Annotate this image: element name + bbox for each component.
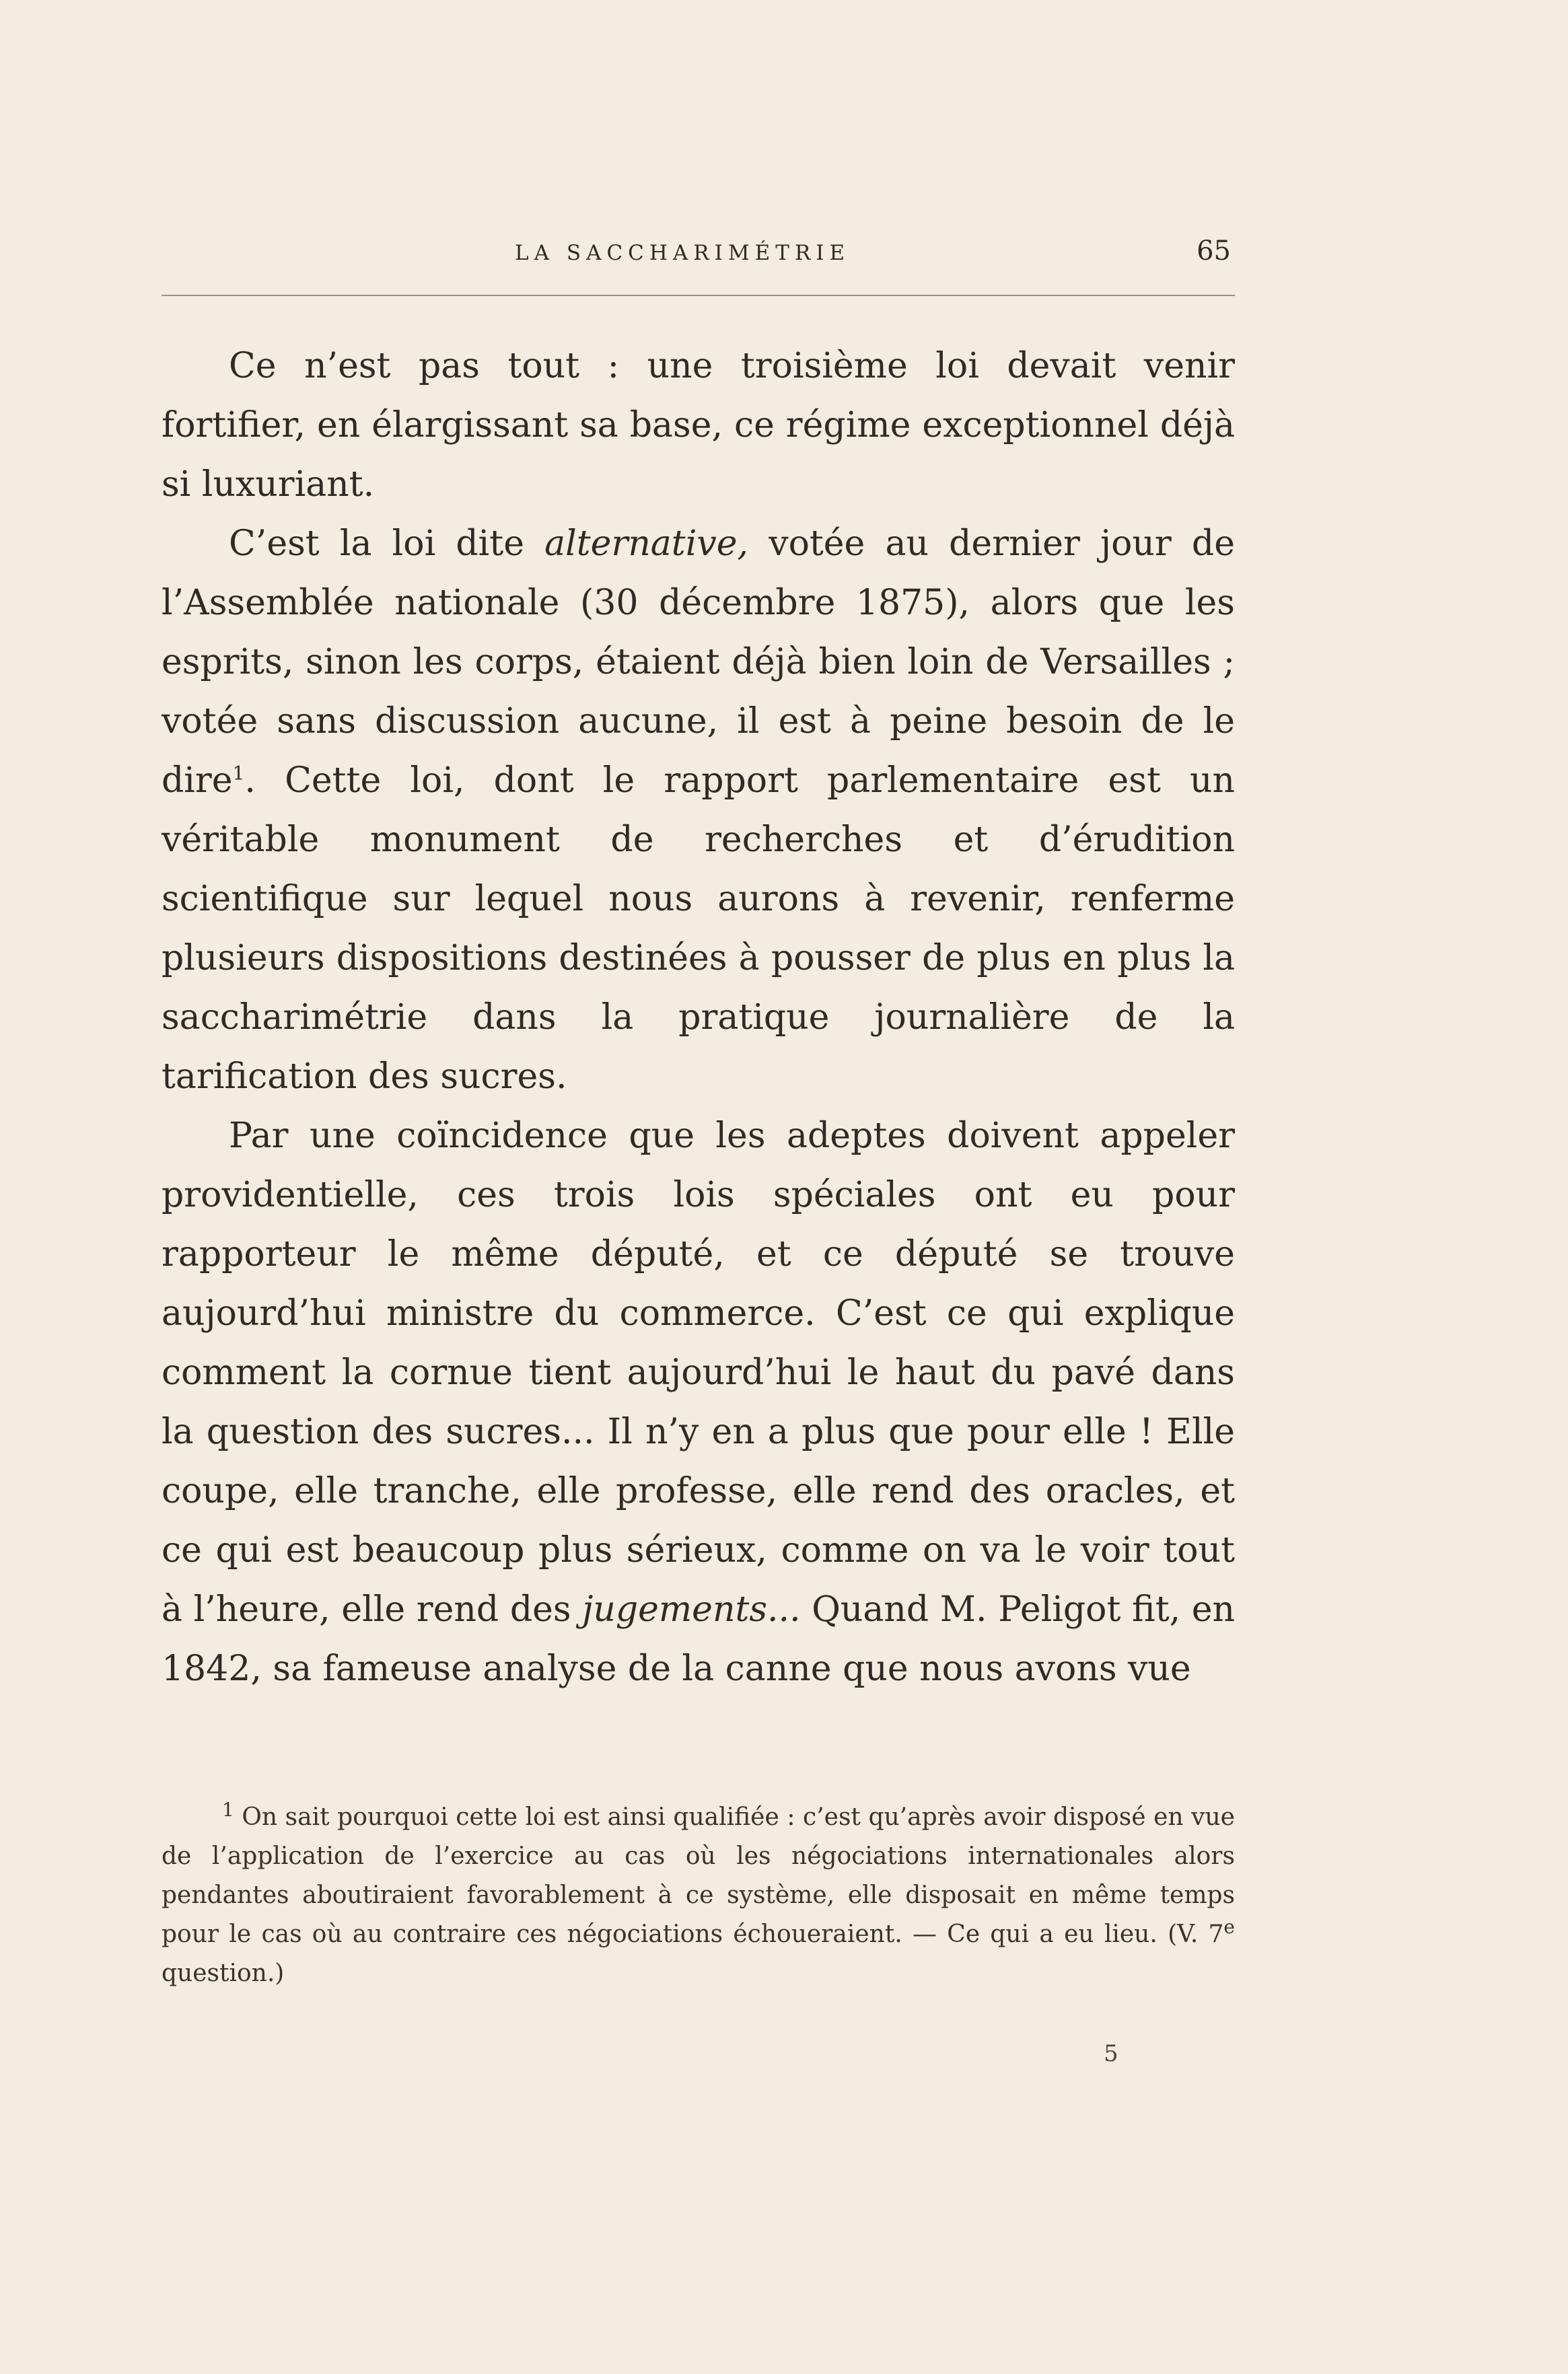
footnote-reference: 1	[232, 762, 245, 785]
page	[162, 236, 1235, 1993]
header-rule	[162, 295, 1235, 296]
footnote	[162, 1798, 1235, 1993]
running-header	[162, 236, 1235, 269]
italic-jugements: jugements...	[582, 1589, 801, 1630]
footnote-text: $^1$ On sait pourquoi cette loi est ainsi qualifiée : c’est qu’après avoir disposé en vue de l’application de l’exercice au cas où les négociations internationales alors pendantes aboutiraient favorablement à ce système, elle disposait en même temps pour le cas où au contraire ces négociations échoueraient. — Ce qui a eu lieu. (V. 7e question.)	[162, 1799, 1235, 1987]
main-text	[162, 336, 1235, 1698]
page-number: 65	[1197, 236, 1231, 266]
signature-mark: 5	[1104, 2040, 1118, 2067]
paragraph-3: Par une coïncidence que les adeptes doivent appeler providentielle, ces trois lois spéciales ont eu pour rapporteur le même député, et ce député se trouve aujourd’hui ministre du commerce. C’est ce qui explique comment la cornue tient aujourd’hui le haut du pavé dans la question des sucres... Il n’y en a plus que pour elle ! Elle coupe, elle tranche, elle professe, elle rend des oracles, et ce qui est beaucoup plus sérieux, comme on va le voir tout à l’heure, elle rend des jugements... Quand M. Peligot fit, en 1842, sa fameuse analyse de la canne que nous avons vue	[162, 1116, 1236, 1689]
italic-alternative: alternative,	[544, 524, 749, 564]
paragraph-1: Ce n’est pas tout : une troisième loi devait venir fortifier, en élargissant sa base, ce régime exceptionnel déjà si luxuriant.	[162, 346, 1235, 505]
paragraph-2: C’est la loi dite alternative, votée au dernier jour de l’Assemblée nationale (30 décembre 1875), alors que les esprits, sinon les corps, étaient déjà bien loin de Versailles ; votée sans discussion aucune, il est à peine besoin de le dire$^1$. Cette loi, dont le rapport parlementaire est un véritable monument de recherches et d’érudition scientifique sur lequel nous aurons à revenir, renferme plusieurs dispositions destinées à pousser de plus en plus la saccharimétrie dans la pratique journalière de la tarification des sucres.	[162, 524, 1235, 1097]
footnote-marker: 1	[222, 1799, 234, 1821]
running-title: LA SACCHARIMÉTRIE	[515, 241, 851, 265]
